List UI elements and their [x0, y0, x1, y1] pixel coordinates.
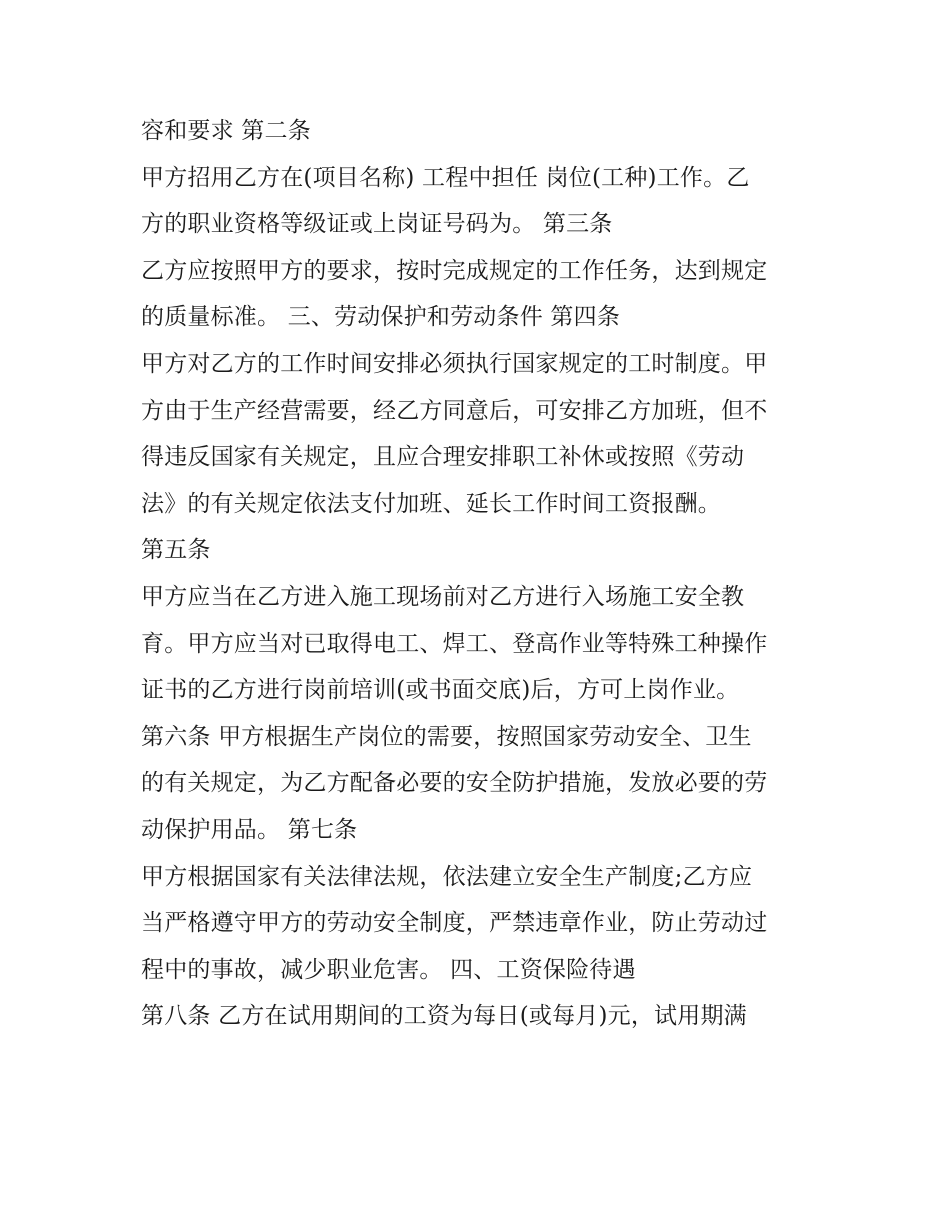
- text-line: 动保护用品。 第七条: [141, 816, 358, 843]
- text-line: 甲方对乙方的工作时间安排必须执行国家规定的工时制度。甲: [141, 350, 768, 377]
- text-line: 程中的事故，减少职业危害。 四、工资保险待遇: [141, 956, 636, 983]
- text-line: 容和要求 第二条: [141, 118, 311, 144]
- text-line: 乙方应按照甲方的要求，按时完成规定的工作任务，达到规定: [141, 257, 768, 284]
- text-line: 方的职业资格等级证或上岗证号码为。 第三条: [141, 211, 613, 238]
- text-line: 甲方招用乙方在(项目名称) 工程中担任 岗位(工种)工作。乙: [141, 164, 750, 191]
- text-line: 育。甲方应当对已取得电工、焊工、登高作业等特殊工种操作: [141, 630, 768, 657]
- text-line: 证书的乙方进行岗前培训(或书面交底)后，方可上岗作业。: [141, 677, 740, 704]
- text-line: 的有关规定，为乙方配备必要的安全防护措施，发放必要的劳: [141, 770, 768, 797]
- text-line: 当严格遵守甲方的劳动安全制度，严禁违章作业，防止劳动过: [141, 910, 768, 937]
- text-line: 得违反国家有关规定，且应合理安排职工补休或按照《劳动: [141, 444, 745, 471]
- text-line: 的质量标准。 三、劳动保护和劳动条件 第四条: [141, 304, 621, 331]
- text-line: 甲方应当在乙方进入施工现场前对乙方进行入场施工安全教: [141, 583, 745, 610]
- text-line: 第六条 甲方根据生产岗位的需要，按照国家劳动安全、卫生: [141, 723, 752, 750]
- text-line: 法》的有关规定依法支付加班、延长工作时间工资报酬。: [141, 490, 721, 517]
- contract-text-body: [141, 108, 831, 1040]
- text-line: 第五条: [141, 537, 211, 564]
- text-line: 第八条 乙方在试用期间的工资为每日(或每月)元，试用期满: [141, 1003, 747, 1030]
- text-line: 甲方根据国家有关法律法规，依法建立安全生产制度;乙方应: [141, 863, 753, 890]
- text-line: 方由于生产经营需要，经乙方同意后，可安排乙方加班，但不: [141, 397, 768, 424]
